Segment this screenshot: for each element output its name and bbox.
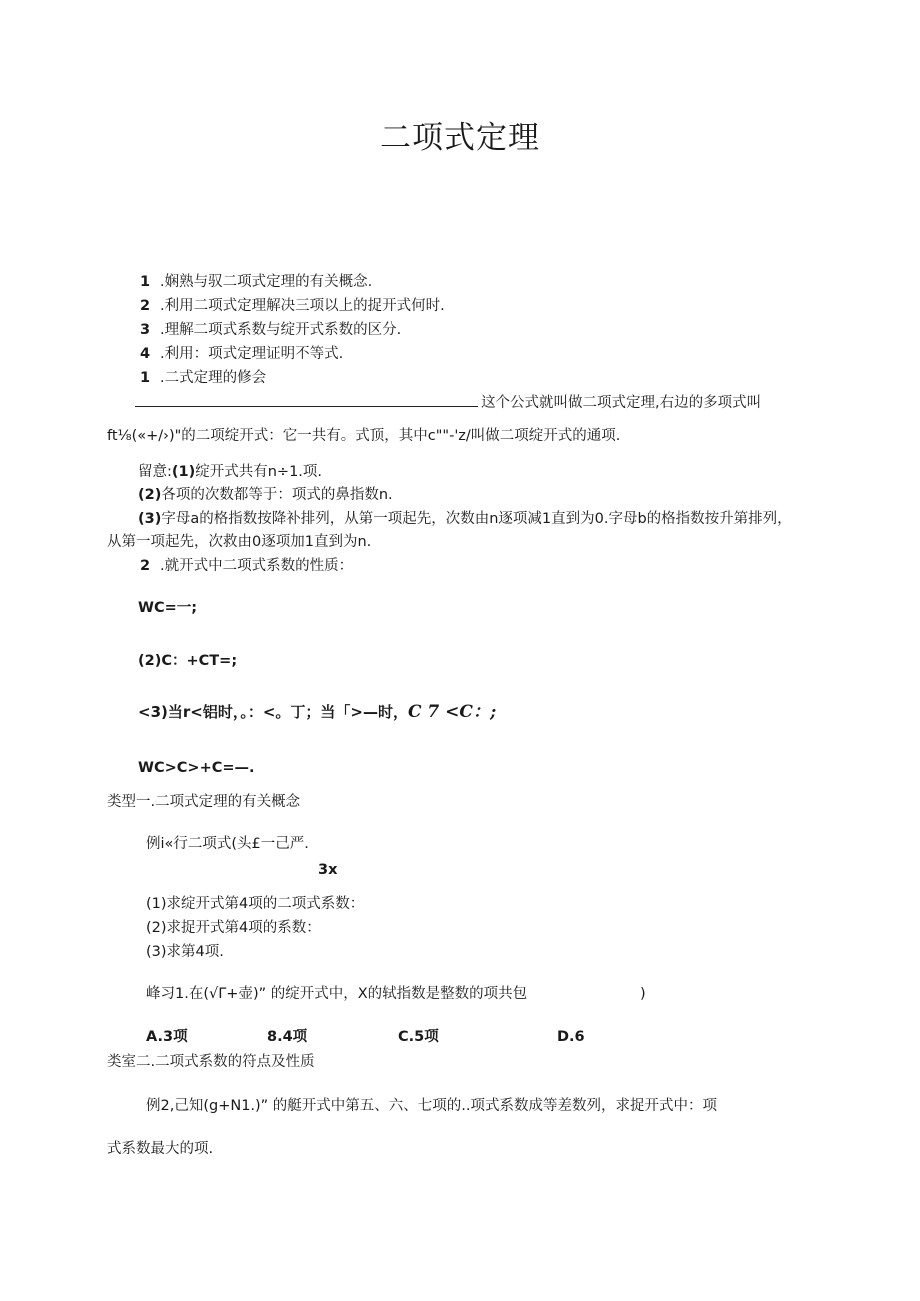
objective-number: 2 [140, 298, 151, 314]
exercise-1-close: ) [640, 986, 646, 1002]
note-text: 各项的次数都等于：项式的鼻指数n. [161, 487, 393, 503]
note-3-continued: 从第一项起先，次救由0逐项加1直到为n. [107, 534, 372, 550]
choice-b: 8.4项 [267, 1029, 308, 1045]
question-text: (1)求绽开式第4项的二项式系数： [146, 896, 365, 912]
objective-number: 1 [140, 274, 151, 290]
note-1 [138, 462, 322, 482]
choice-a: A.3项 [146, 1029, 188, 1045]
example-2-continued: 式系数最大的项. [107, 1141, 214, 1157]
property-4: WC>C>+C=—. [138, 760, 255, 776]
question-2 [146, 918, 321, 938]
property-1: WC=一; [138, 600, 198, 616]
property-2: (2)C：+CT=; [138, 653, 238, 669]
property-3 [138, 702, 496, 722]
choice-d: D.6 [557, 1029, 585, 1045]
question-1 [146, 894, 364, 914]
formula-text: 这个公式就叫做二项式定理,右边的多项式叫 [481, 395, 762, 411]
formula-line [135, 392, 761, 413]
objective-number: 4 [140, 346, 151, 362]
formula-line-2: ft⅛(«+/›)"的二项绽开式：它一共有。式顶，其中c""-'z∕叫做二项绽开式的通项. [107, 428, 621, 444]
example-1-fraction: 3x [318, 862, 338, 878]
objective-text: .理解二项式系数与绽开式系数的区分. [160, 322, 402, 338]
page-title: 二项式定理 [380, 120, 540, 156]
choice-c: C.5项 [398, 1029, 439, 1045]
objective-item [140, 296, 445, 316]
note-number: (1) [171, 464, 196, 480]
fill-in-blank [135, 392, 478, 407]
property-3-text: <3)当r<铝时，。：<。丁；当「>—时， [138, 703, 408, 721]
section-number: 1 [140, 370, 151, 386]
note-number: (3) [138, 511, 162, 527]
section-text: .就开式中二项式系数的性质： [160, 558, 354, 574]
question-text: (3)求第4项. [146, 944, 224, 960]
example-1: 例i«行二项式(头£一己严. [146, 836, 309, 852]
example-2: 例2,己知(g+N1.)” 的艇开式中第五、六、七项的..项式系数成等差数列，求捉开式中：项 [146, 1098, 718, 1114]
property-3-formula: C 7 <C：; [407, 702, 497, 722]
note-text: 绽开式共有n÷1.项. [195, 464, 323, 480]
note-number: (2) [138, 487, 162, 503]
objective-text: .利用二项式定理解决三项以上的捉开式何时. [160, 298, 445, 314]
section-number: 2 [140, 558, 151, 574]
type-heading-1: 类型一.二项式定理的有关概念 [107, 794, 301, 810]
section-text: .二式定理的修会 [160, 370, 267, 386]
section-heading-2 [140, 556, 353, 576]
objective-text: .娴熟与驭二项式定理的有关概念. [160, 274, 373, 290]
note-prefix: 留意: [138, 464, 172, 480]
exercise-1: 峰习1.在(√Γ+壶)” 的绽开式中，X的轼指数是整数的项共包 [146, 986, 528, 1002]
note-3 [138, 509, 792, 529]
objective-item [140, 320, 401, 340]
objective-item [140, 344, 343, 364]
section-heading-1 [140, 368, 266, 388]
objective-number: 3 [140, 322, 151, 338]
note-2 [138, 485, 393, 505]
objective-item [140, 272, 372, 292]
type-heading-2: 类室二.二项式系数的符点及性质 [107, 1054, 315, 1070]
objective-text: .利用：项式定理证明不等式. [160, 346, 344, 362]
question-3 [146, 942, 224, 962]
note-text: 字母a的格指数按降补排列，从第一项起先，次数由n逐项减1直到为0.字母b的格指数按升第排列， [161, 511, 792, 527]
question-text: (2)求捉开式第4项的系数： [146, 920, 321, 936]
